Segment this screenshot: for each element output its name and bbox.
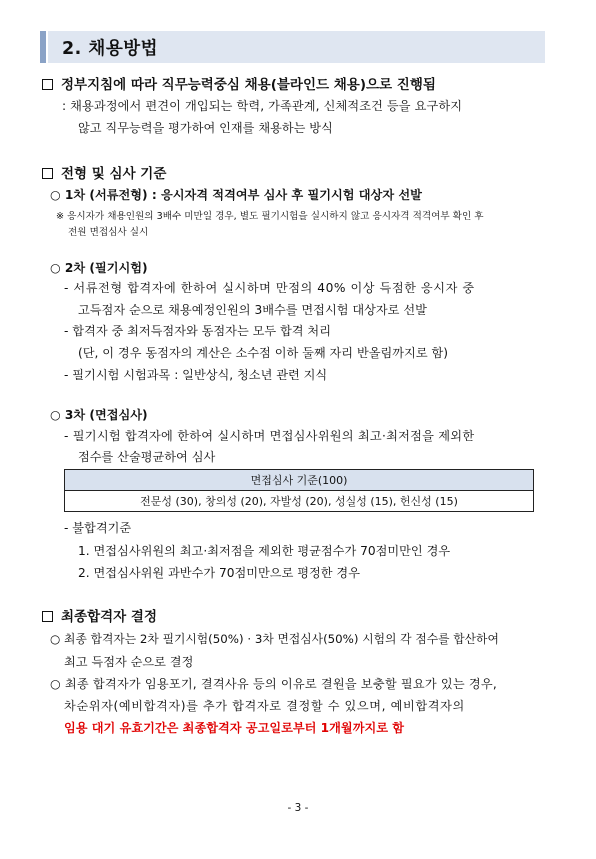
policy-desc-line1: : 채용과정에서 편견이 개입되는 학력, 가족관계, 신체적조건 등을 요구하지 xyxy=(62,99,463,113)
final-title-text: 최종합격자 결정 xyxy=(61,609,157,625)
stage3-title: ○ 3차 (면접심사) xyxy=(50,408,148,422)
stage3-line2: 점수를 산술평균하여 심사 xyxy=(78,450,216,464)
policy-title-text: 정부지침에 따라 직무능력중심 채용(블라인드 채용)으로 진행됨 xyxy=(61,77,436,93)
stage2-line2: 고득점자 순으로 채용예정인원의 3배수를 면접시험 대상자로 선발 xyxy=(78,303,427,317)
table-header-row xyxy=(65,470,534,491)
stage2-line1: - 서류전형 합격자에 한하여 실시하며 만점의 40% 이상 득점한 응시자 중 xyxy=(64,281,475,295)
section-policy-title xyxy=(42,73,436,93)
section-final-title xyxy=(42,605,157,625)
table-header-cell: 면접심사 기준(100) xyxy=(65,470,534,491)
stage2-line4: (단, 이 경우 동점자의 계산은 소수점 이하 둘째 자리 반올림까지로 함) xyxy=(78,346,448,360)
policy-desc-line2: 않고 직무능력을 평가하여 인재를 채용하는 방식 xyxy=(78,121,333,135)
final-bullet2-line2: 차순위자(예비합격자)를 추가 합격자로 결정할 수 있으며, 예비합격자의 xyxy=(64,699,465,713)
fail-criteria-title: - 불합격기준 xyxy=(64,521,132,535)
fail-criteria-2: 2. 면접심사위원 과반수가 70점미만으로 평정한 경우 xyxy=(78,566,360,580)
fail-criteria-1: 1. 면접심사위원의 최고·최저점을 제외한 평균점수가 70점미만인 경우 xyxy=(78,544,451,558)
final-bullet1-line1: ○ 최종 합격자는 2차 필기시험(50%) · 3차 면접심사(50%) 시험의 각 점수를 합산하여 xyxy=(50,632,499,646)
stage1-title: ○ 1차 (서류전형) : 응시자격 적격여부 심사 후 필기시험 대상자 선발 xyxy=(50,188,422,202)
stage3-line1: - 필기시험 합격자에 한하여 실시하며 면접심사위원의 최고·최저점을 제외한 xyxy=(64,429,475,443)
interview-criteria-table xyxy=(64,469,534,512)
final-bullet2-line1: ○ 최종 합격자가 임용포기, 결격사유 등의 이유로 결원을 보충할 필요가 있는 경우, xyxy=(50,677,497,691)
checkbox-square-icon xyxy=(42,79,53,90)
checkbox-square-icon xyxy=(42,168,53,179)
table-row xyxy=(65,491,534,512)
stage1-note-line2: 전원 면접심사 실시 xyxy=(68,227,149,238)
checkbox-square-icon xyxy=(42,611,53,622)
section-screening-title xyxy=(42,162,166,182)
page-title: 2. 채용방법 xyxy=(62,39,159,59)
stage2-line3: - 합격자 중 최저득점자와 동점자는 모두 합격 처리 xyxy=(64,324,331,338)
page-number: - 3 - xyxy=(287,802,309,814)
final-validity-highlight: 임용 대기 유효기간은 최종합격자 공고일로부터 1개월까지로 함 xyxy=(64,721,405,735)
stage2-line5: - 필기시험 시험과목 : 일반상식, 청소년 관련 지식 xyxy=(64,368,328,382)
stage2-title: ○ 2차 (필기시험) xyxy=(50,261,148,275)
table-cell: 전문성 (30), 창의성 (20), 자발성 (20), 성실성 (15), 헌신성 (15) xyxy=(65,491,534,512)
final-bullet1-line2: 최고 득점자 순으로 결정 xyxy=(64,655,194,669)
screening-title-text: 전형 및 심사 기준 xyxy=(61,166,167,182)
stage1-note-line1: ※ 응시자가 채용인원의 3배수 미만일 경우, 별도 필기시험을 실시하지 않고 응시자격 적격여부 확인 후 xyxy=(56,211,484,222)
heading-accent-bar xyxy=(40,31,46,63)
